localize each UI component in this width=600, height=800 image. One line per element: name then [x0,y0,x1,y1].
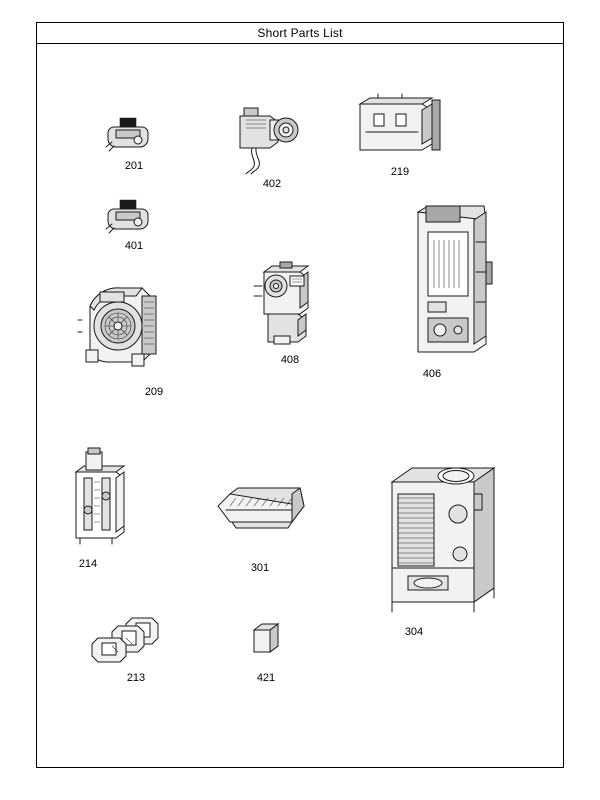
heat-exchanger-icon [378,450,520,622]
part-label-301: 301 [250,562,270,574]
part-408 [246,256,332,366]
part-label-219: 219 [390,166,410,178]
part-label-213: 213 [126,672,146,684]
part-label-406: 406 [422,368,442,380]
mounting-bracket-icon [352,92,448,164]
part-label-401: 401 [124,240,144,252]
part-219 [352,92,448,178]
limit-thermostat-icon [100,112,168,158]
fan-blower-icon [76,280,186,384]
part-401 [100,196,168,252]
part-label-304: 304 [404,626,424,638]
page-title: Short Parts List [257,25,343,40]
ignition-electrode-icon [228,104,312,178]
part-421 [248,618,286,684]
safety-thermostat-icon [100,196,168,242]
part-label-209: 209 [144,386,164,398]
part-label-408: 408 [280,354,300,366]
part-213 [88,614,170,684]
control-unit-icon [404,202,500,364]
title-bar [36,22,564,44]
part-214 [64,448,138,570]
part-402 [228,104,312,190]
burner-plate-icon [212,480,318,542]
part-209 [76,280,186,398]
part-201 [100,112,168,172]
gasket-set-icon [88,614,170,668]
pressure-gauge-icon [64,448,138,556]
insulation-block-icon [248,618,286,660]
part-301 [212,480,318,574]
gas-valve-icon [246,256,332,350]
part-406 [404,202,500,380]
part-label-214: 214 [78,558,98,570]
part-304 [378,450,520,638]
part-label-421: 421 [256,672,276,684]
part-label-201: 201 [124,160,144,172]
part-label-402: 402 [262,178,282,190]
